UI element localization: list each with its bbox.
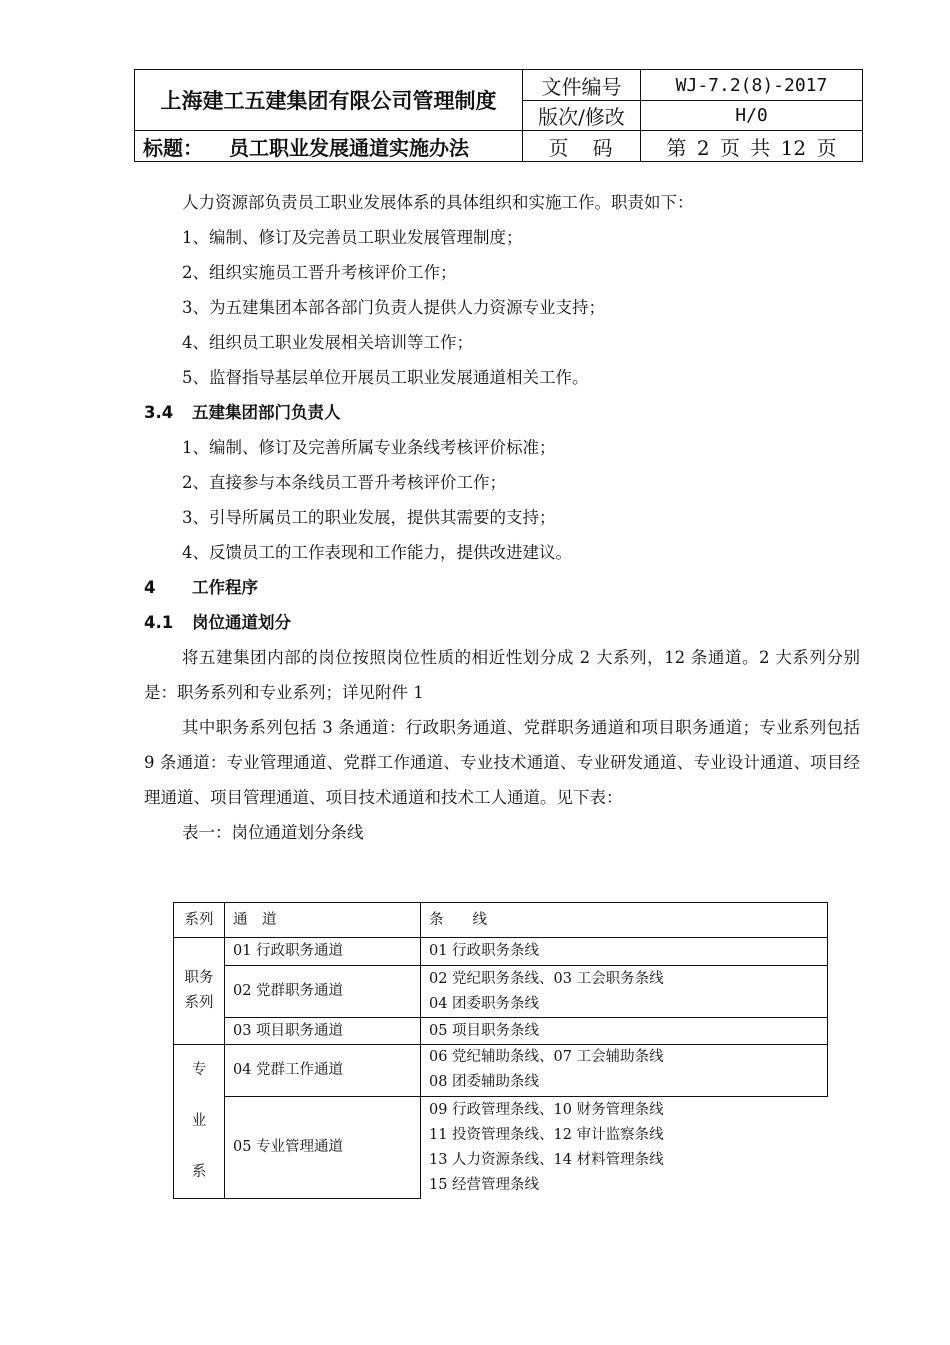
- section-title: 岗位通道划分: [192, 613, 291, 632]
- title-label: 标题：: [143, 135, 203, 160]
- series-cell: [174, 1045, 225, 1199]
- column-header: 系列: [174, 903, 225, 938]
- line-text: 08 团委辅助条线: [429, 1074, 540, 1091]
- channel-cell: 05 专业管理通道: [225, 1096, 421, 1198]
- line-cell: [421, 1045, 828, 1097]
- line-text: 13 人力资源条线、14 材料管理条线: [429, 1151, 664, 1168]
- document-header: [134, 69, 863, 162]
- list-item: 4、反馈员工的工作表现和工作能力，提供改进建议。: [182, 543, 572, 562]
- channel-table: [173, 902, 828, 1199]
- version-label: 版次/修改: [523, 101, 641, 131]
- line-cell: [421, 938, 828, 966]
- channel-cell: 01 行政职务通道: [225, 938, 421, 966]
- table-header-row: [174, 903, 828, 938]
- list-item: 1、编制、修订及完善员工职业发展管理制度；: [182, 228, 523, 247]
- table-row: [174, 1018, 828, 1045]
- line-text: 01 行政职务条线: [429, 943, 540, 959]
- table-row: [174, 1096, 828, 1198]
- table-row: [174, 1045, 828, 1097]
- series-text: 业: [191, 1113, 207, 1129]
- series-text: 专: [191, 1062, 207, 1078]
- section-heading-4: [144, 570, 860, 605]
- channel-cell: 02 党群职务通道: [225, 966, 421, 1018]
- page-number: 第 2 页 共 12 页: [641, 131, 863, 162]
- list-item: 3、为五建集团本部各部门负责人提供人力资源专业支持；: [182, 298, 605, 317]
- version-value: H/0: [641, 101, 863, 131]
- list-item: 1、编制、修订及完善所属专业条线考核评价标准；: [182, 438, 556, 457]
- section-number: 3.4: [144, 403, 174, 422]
- series-cell: [174, 938, 225, 1045]
- section-heading-3-4: [144, 395, 860, 430]
- paragraph-channels: 其中职务系列包括 3 条通道：行政职务通道、党群职务通道和项目职务通道；专业系列包括 9 条通道：专业管理通道、党群工作通道、专业技术通道、专业研发通道、专业设计通道、项目经理通道、项目管理通道、项目技术通道和技术工人通道。见下表：: [144, 718, 860, 807]
- document-title: 员工职业发展通道实施办法: [229, 135, 469, 160]
- section-number: 4.1: [144, 613, 174, 632]
- hr-intro: 人力资源部负责员工职业发展体系的具体组织和实施工作。职责如下：: [182, 193, 694, 212]
- line-text: 04 团委职务条线: [429, 995, 540, 1012]
- line-cell: [421, 966, 828, 1018]
- channel-cell: 03 项目职务通道: [225, 1018, 421, 1045]
- company-name: 上海建工五建集团有限公司管理制度: [135, 70, 523, 131]
- page-label: 页 码: [523, 131, 641, 162]
- section-title: 五建集团部门负责人: [192, 403, 341, 422]
- list-item: 2、组织实施员工晋升考核评价工作；: [182, 263, 457, 282]
- paragraph-series: 将五建集团内部的岗位按照岗位性质的相近性划分成 2 大系列，12 条通道。2 大系列分别是：职务系列和专业系列；详见附件 1: [144, 648, 860, 702]
- series-text: 系: [191, 1164, 207, 1180]
- list-item: 4、组织员工职业发展相关培训等工作；: [182, 333, 473, 352]
- line-text: 02 党纪职务条线、03 工会职务条线: [429, 970, 664, 987]
- line-text: 09 行政管理条线、10 财务管理条线: [429, 1101, 664, 1118]
- list-item: 5、监督指导基层单位开展员工职业发展通道相关工作。: [182, 368, 589, 387]
- table-row: [174, 938, 828, 966]
- table-caption: 表一：岗位通道划分条线: [182, 823, 364, 842]
- section-title: 工作程序: [192, 578, 258, 597]
- line-text: 11 投资管理条线、12 审计监察条线: [429, 1126, 664, 1143]
- table-row: [174, 966, 828, 1018]
- line-cell: [421, 1018, 828, 1045]
- channel-cell: 04 党群工作通道: [225, 1045, 421, 1097]
- section-number: 4: [144, 578, 156, 597]
- line-cell: [421, 1096, 828, 1198]
- series-text: 系列: [184, 995, 214, 1011]
- series-text: 职务: [184, 970, 214, 986]
- list-item: 3、引导所属员工的职业发展，提供其需要的支持；: [182, 508, 556, 527]
- section-heading-4-1: [144, 605, 860, 640]
- doc-number-label: 文件编号: [523, 70, 641, 101]
- line-text: 06 党纪辅助条线、07 工会辅助条线: [429, 1049, 664, 1066]
- line-text: 15 经营管理条线: [429, 1176, 540, 1193]
- document-title-cell: [135, 131, 523, 162]
- list-item: 2、直接参与本条线员工晋升考核评价工作；: [182, 473, 506, 492]
- column-header: 条 线: [421, 903, 828, 938]
- document-body: [144, 185, 860, 850]
- doc-number: WJ-7.2(8)-2017: [641, 70, 863, 101]
- column-header: 通 道: [225, 903, 421, 938]
- line-text: 05 项目职务条线: [429, 1022, 540, 1039]
